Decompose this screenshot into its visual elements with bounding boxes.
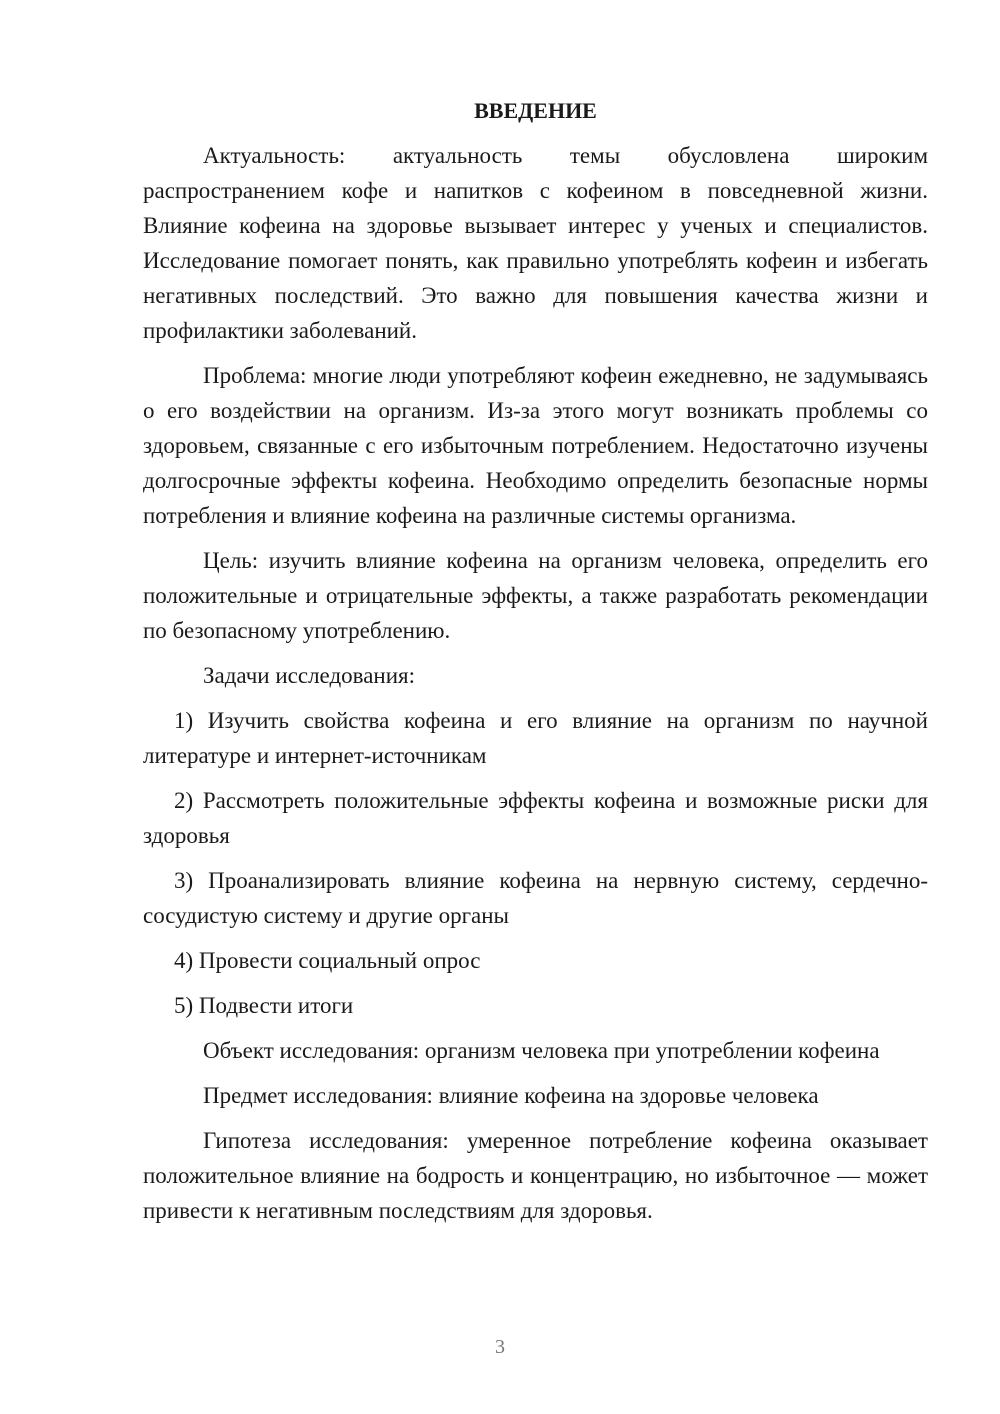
page-number: 3 xyxy=(495,1336,505,1358)
task-item-2: 2) Рассмотреть положительные эффекты кофеина и возможные риски для здоровья xyxy=(143,788,928,848)
task-item-1: 1) Изучить свойства кофеина и его влияние на организм по научной литературе и интернет-источникам xyxy=(143,708,928,768)
task-item-5: 5) Подвести итоги xyxy=(174,993,354,1018)
section-title: ВВЕДЕНИЕ xyxy=(474,98,597,123)
tasks-list xyxy=(143,703,928,1023)
object-paragraph: Объект исследования: организм человека при употреблении кофеина xyxy=(203,1038,880,1063)
problem-paragraph: Проблема: многие люди употребляют кофеин ежедневно, не задумываясь о его воздействии на организм. Из-за этого могут возникать проблемы со здоровьем, связанные с его избыточным потреблением. Недостаточно изучены долгосрочные эффекты кофеина. Необходимо определить безопасные нормы потребления и влияние кофеина на различные системы организма. xyxy=(143,363,928,528)
tasks-heading: Задачи исследования: xyxy=(203,663,416,688)
task-item-4: 4) Провести социальный опрос xyxy=(174,948,481,973)
relevance-paragraph: Актуальность: актуальность темы обусловлена широким распространением кофе и напитков с кофеином в повседневной жизни. Влияние кофеина на здоровье вызывает интерес у ученых и специалистов. Исследование помогает понять, как правильно употреблять кофеин и избегать негативных последствий. Это важно для повышения качества жизни и профилактики заболеваний. xyxy=(143,143,928,343)
subject-paragraph: Предмет исследования: влияние кофеина на здоровье человека xyxy=(203,1083,819,1108)
page-content xyxy=(143,93,928,1238)
hypothesis-paragraph: Гипотеза исследования: умеренное потребление кофеина оказывает положительное влияние на бодрость и концентрацию, но избыточное — может привести к негативным последствиям для здоровья. xyxy=(143,1128,928,1223)
task-item-3: 3) Проанализировать влияние кофеина на нервную систему, сердечно-сосудистую систему и другие органы xyxy=(143,868,928,928)
goal-paragraph: Цель: изучить влияние кофеина на организм человека, определить его положительные и отрицательные эффекты, а также разработать рекомендации по безопасному употреблению. xyxy=(143,548,928,643)
